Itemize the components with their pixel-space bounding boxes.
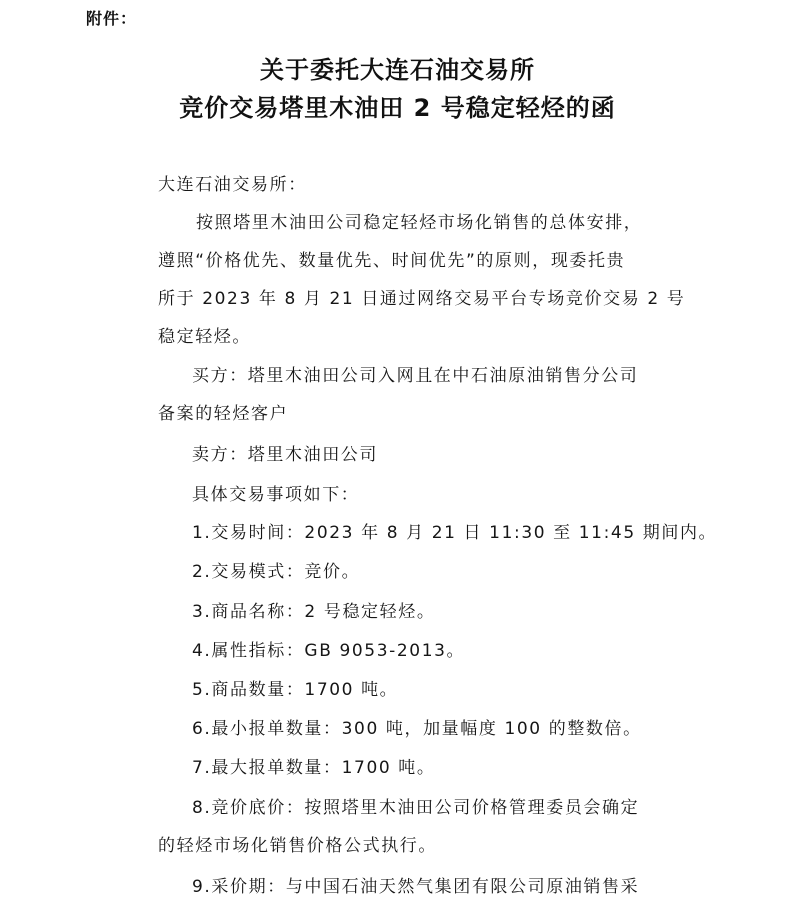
buyer-line: 备案的轻烃客户 <box>158 404 289 424</box>
list-item: 5.商品数量：1700 吨。 <box>192 680 399 700</box>
list-item: 1.交易时间：2023 年 8 月 21 日 11:30 至 11:45 期间内。 <box>192 523 718 543</box>
intro-line: 按照塔里木油田公司稳定轻烃市场化销售的总体安排， <box>196 213 643 233</box>
items-heading: 具体交易事项如下： <box>192 485 360 505</box>
list-item: 9.采价期：与中国石油天然气集团有限公司原油销售采 <box>192 877 640 897</box>
list-item: 6.最小报单数量：300 吨，加量幅度 100 的整数倍。 <box>192 719 642 739</box>
intro-line: 稳定轻烃。 <box>158 327 251 347</box>
attachment-label: 附件： <box>86 9 138 28</box>
list-item: 2.交易模式：竞价。 <box>192 562 361 582</box>
buyer-line: 买方：塔里木油田公司入网且在中石油原油销售分公司 <box>192 366 639 386</box>
intro-line: 所于 2023 年 8 月 21 日通过网络交易平台专场竞价交易 2 号 <box>158 289 686 309</box>
document-title-line-2: 竞价交易塔里木油田 2 号稳定轻烃的函 <box>179 94 616 122</box>
list-item: 4.属性指标：GB 9053-2013。 <box>192 641 466 661</box>
salutation: 大连石油交易所： <box>158 175 307 195</box>
list-item: 7.最大报单数量：1700 吨。 <box>192 758 436 778</box>
document-title-line-1: 关于委托大连石油交易所 <box>260 56 535 84</box>
list-item: 8.竞价底价：按照塔里木油田公司价格管理委员会确定 <box>192 798 640 818</box>
list-item-continuation: 的轻烃市场化销售价格公式执行。 <box>158 836 437 856</box>
list-item: 3.商品名称：2 号稳定轻烃。 <box>192 602 436 622</box>
intro-line: 遵照“价格优先、数量优先、时间优先”的原则，现委托贵 <box>158 251 626 271</box>
seller-line: 卖方：塔里木油田公司 <box>192 445 378 465</box>
